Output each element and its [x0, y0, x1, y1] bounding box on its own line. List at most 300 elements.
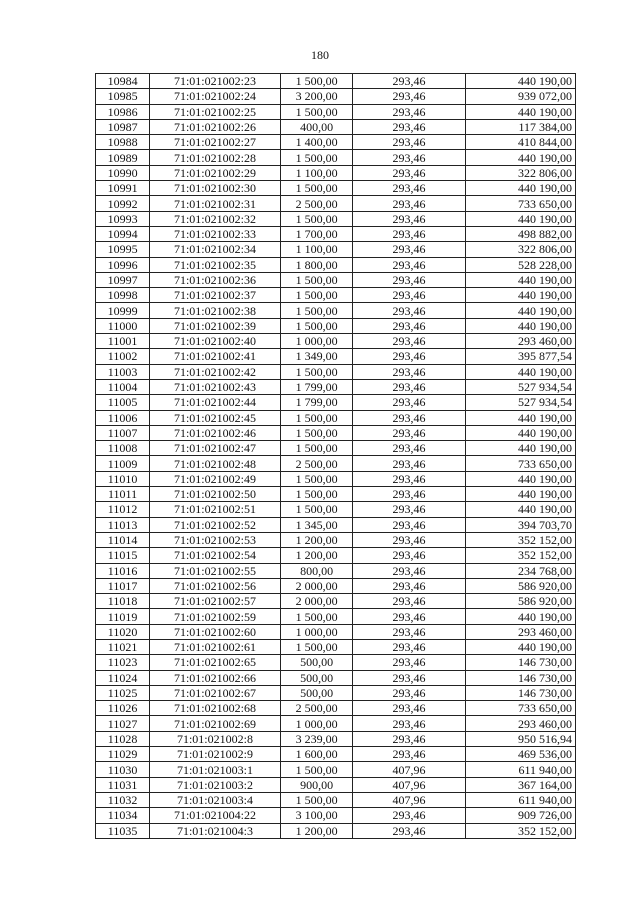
rate-value: 293,46: [353, 731, 465, 746]
area-value: 1 500,00: [280, 364, 353, 379]
row-number: 10995: [96, 242, 150, 257]
rate-value: 293,46: [353, 716, 465, 731]
rate-value: 293,46: [353, 257, 465, 272]
rate-value: 293,46: [353, 303, 465, 318]
cost-value: 394 703,70: [465, 517, 575, 532]
cost-value: 440 190,00: [465, 318, 575, 333]
cost-value: 498 882,00: [465, 226, 575, 241]
row-number: 11023: [96, 655, 150, 670]
table-row: [96, 823, 576, 838]
rate-value: 293,46: [353, 181, 465, 196]
cadastral-number: 71:01:021002:29: [150, 165, 281, 180]
row-number: 11007: [96, 425, 150, 440]
cost-value: 733 650,00: [465, 701, 575, 716]
rate-value: 293,46: [353, 578, 465, 593]
table-row: [96, 135, 576, 150]
table-row: [96, 165, 576, 180]
table-row: [96, 303, 576, 318]
table-row: [96, 318, 576, 333]
cadastral-number: 71:01:021002:34: [150, 242, 281, 257]
cost-value: 586 920,00: [465, 594, 575, 609]
rate-value: 293,46: [353, 441, 465, 456]
area-value: 3 200,00: [280, 89, 353, 104]
row-number: 10998: [96, 288, 150, 303]
area-value: 1 500,00: [280, 272, 353, 287]
cadastral-number: 71:01:021002:47: [150, 441, 281, 456]
table-row: [96, 762, 576, 777]
table-row: [96, 578, 576, 593]
area-value: 500,00: [280, 685, 353, 700]
area-value: 1 100,00: [280, 242, 353, 257]
rate-value: 293,46: [353, 655, 465, 670]
area-value: 1 000,00: [280, 716, 353, 731]
table-row: [96, 272, 576, 287]
row-number: 11025: [96, 685, 150, 700]
row-number: 10985: [96, 89, 150, 104]
cadastral-number: 71:01:021002:52: [150, 517, 281, 532]
cadastral-number: 71:01:021002:31: [150, 196, 281, 211]
cadastral-number: 71:01:021002:33: [150, 226, 281, 241]
table-row: [96, 226, 576, 241]
area-value: 1 500,00: [280, 150, 353, 165]
area-value: 3 239,00: [280, 731, 353, 746]
area-value: 900,00: [280, 777, 353, 792]
cost-value: 440 190,00: [465, 364, 575, 379]
row-number: 11018: [96, 594, 150, 609]
table-row: [96, 502, 576, 517]
table-row: [96, 211, 576, 226]
row-number: 10990: [96, 165, 150, 180]
rate-value: 407,96: [353, 762, 465, 777]
cost-value: 440 190,00: [465, 74, 575, 89]
rate-value: 293,46: [353, 532, 465, 547]
table-row: [96, 517, 576, 532]
cost-value: 234 768,00: [465, 563, 575, 578]
area-value: 1 500,00: [280, 410, 353, 425]
cost-value: 909 726,00: [465, 808, 575, 823]
rate-value: 293,46: [353, 624, 465, 639]
rate-value: 293,46: [353, 74, 465, 89]
rate-value: 293,46: [353, 334, 465, 349]
land-plot-table: [95, 73, 576, 839]
area-value: 1 500,00: [280, 104, 353, 119]
cost-value: 440 190,00: [465, 639, 575, 654]
area-value: 500,00: [280, 655, 353, 670]
area-value: 1 200,00: [280, 823, 353, 838]
area-value: 500,00: [280, 670, 353, 685]
cadastral-number: 71:01:021003:1: [150, 762, 281, 777]
area-value: 1 000,00: [280, 334, 353, 349]
cadastral-number: 71:01:021002:42: [150, 364, 281, 379]
cost-value: 395 877,54: [465, 349, 575, 364]
row-number: 11009: [96, 456, 150, 471]
area-value: 1 600,00: [280, 747, 353, 762]
row-number: 10994: [96, 226, 150, 241]
rate-value: 293,46: [353, 318, 465, 333]
table-row: [96, 150, 576, 165]
area-value: 1 500,00: [280, 487, 353, 502]
rate-value: 293,46: [353, 639, 465, 654]
row-number: 10984: [96, 74, 150, 89]
row-number: 10991: [96, 181, 150, 196]
area-value: 1 349,00: [280, 349, 353, 364]
cost-value: 939 072,00: [465, 89, 575, 104]
cadastral-number: 71:01:021002:50: [150, 487, 281, 502]
row-number: 11021: [96, 639, 150, 654]
cadastral-number: 71:01:021002:37: [150, 288, 281, 303]
cadastral-number: 71:01:021003:2: [150, 777, 281, 792]
table-row: [96, 747, 576, 762]
cost-value: 440 190,00: [465, 609, 575, 624]
table-row: [96, 487, 576, 502]
table-row: [96, 425, 576, 440]
table-row: [96, 731, 576, 746]
cadastral-number: 71:01:021002:66: [150, 670, 281, 685]
rate-value: 293,46: [353, 410, 465, 425]
cost-value: 611 940,00: [465, 762, 575, 777]
area-value: 1 000,00: [280, 624, 353, 639]
table-row: [96, 181, 576, 196]
rate-value: 293,46: [353, 594, 465, 609]
cadastral-number: 71:01:021004:3: [150, 823, 281, 838]
rate-value: 293,46: [353, 425, 465, 440]
rate-value: 293,46: [353, 89, 465, 104]
cost-value: 117 384,00: [465, 119, 575, 134]
area-value: 800,00: [280, 563, 353, 578]
row-number: 10987: [96, 119, 150, 134]
rate-value: 293,46: [353, 135, 465, 150]
cost-value: 322 806,00: [465, 165, 575, 180]
rate-value: 293,46: [353, 196, 465, 211]
area-value: 1 500,00: [280, 762, 353, 777]
cadastral-number: 71:01:021002:53: [150, 532, 281, 547]
row-number: 11019: [96, 609, 150, 624]
table-row: [96, 364, 576, 379]
area-value: 2 500,00: [280, 701, 353, 716]
rate-value: 293,46: [353, 395, 465, 410]
rate-value: 293,46: [353, 670, 465, 685]
cadastral-number: 71:01:021004:22: [150, 808, 281, 823]
area-value: 1 799,00: [280, 379, 353, 394]
cost-value: 440 190,00: [465, 425, 575, 440]
cost-value: 950 516,94: [465, 731, 575, 746]
area-value: 1 800,00: [280, 257, 353, 272]
table-row: [96, 548, 576, 563]
area-value: 2 500,00: [280, 456, 353, 471]
row-number: 10986: [96, 104, 150, 119]
cost-value: 527 934,54: [465, 395, 575, 410]
rate-value: 293,46: [353, 609, 465, 624]
cadastral-number: 71:01:021002:9: [150, 747, 281, 762]
rate-value: 293,46: [353, 487, 465, 502]
rate-value: 293,46: [353, 517, 465, 532]
cost-value: 469 536,00: [465, 747, 575, 762]
row-number: 11020: [96, 624, 150, 639]
cost-value: 352 152,00: [465, 532, 575, 547]
table-row: [96, 89, 576, 104]
cost-value: 293 460,00: [465, 716, 575, 731]
cadastral-number: 71:01:021003:4: [150, 792, 281, 807]
cadastral-number: 71:01:021002:65: [150, 655, 281, 670]
row-number: 11000: [96, 318, 150, 333]
cadastral-number: 71:01:021002:55: [150, 563, 281, 578]
cadastral-number: 71:01:021002:24: [150, 89, 281, 104]
cost-value: 527 934,54: [465, 379, 575, 394]
cadastral-number: 71:01:021002:35: [150, 257, 281, 272]
cadastral-number: 71:01:021002:25: [150, 104, 281, 119]
row-number: 11002: [96, 349, 150, 364]
rate-value: 293,46: [353, 502, 465, 517]
cadastral-number: 71:01:021002:57: [150, 594, 281, 609]
cost-value: 146 730,00: [465, 670, 575, 685]
cadastral-number: 71:01:021002:45: [150, 410, 281, 425]
cost-value: 440 190,00: [465, 272, 575, 287]
table-row: [96, 257, 576, 272]
area-value: 1 200,00: [280, 532, 353, 547]
cadastral-number: 71:01:021002:41: [150, 349, 281, 364]
area-value: 1 500,00: [280, 318, 353, 333]
area-value: 1 500,00: [280, 181, 353, 196]
cadastral-number: 71:01:021002:44: [150, 395, 281, 410]
table-row: [96, 655, 576, 670]
cost-value: 528 228,00: [465, 257, 575, 272]
cost-value: 440 190,00: [465, 441, 575, 456]
table-row: [96, 716, 576, 731]
rate-value: 293,46: [353, 808, 465, 823]
row-number: 11029: [96, 747, 150, 762]
area-value: 1 500,00: [280, 792, 353, 807]
rate-value: 293,46: [353, 364, 465, 379]
cost-value: 410 844,00: [465, 135, 575, 150]
row-number: 11026: [96, 701, 150, 716]
area-value: 2 000,00: [280, 594, 353, 609]
area-value: 1 500,00: [280, 639, 353, 654]
rate-value: 293,46: [353, 747, 465, 762]
cadastral-number: 71:01:021002:68: [150, 701, 281, 716]
cadastral-number: 71:01:021002:43: [150, 379, 281, 394]
rate-value: 293,46: [353, 104, 465, 119]
row-number: 10992: [96, 196, 150, 211]
rate-value: 293,46: [353, 288, 465, 303]
table-row: [96, 609, 576, 624]
cost-value: 440 190,00: [465, 487, 575, 502]
area-value: 1 200,00: [280, 548, 353, 563]
row-number: 11032: [96, 792, 150, 807]
cadastral-number: 71:01:021002:40: [150, 334, 281, 349]
cadastral-number: 71:01:021002:38: [150, 303, 281, 318]
cost-value: 146 730,00: [465, 685, 575, 700]
rate-value: 407,96: [353, 777, 465, 792]
area-value: 1 500,00: [280, 471, 353, 486]
row-number: 11006: [96, 410, 150, 425]
cost-value: 322 806,00: [465, 242, 575, 257]
table-row: [96, 410, 576, 425]
cost-value: 440 190,00: [465, 150, 575, 165]
row-number: 11010: [96, 471, 150, 486]
rate-value: 293,46: [353, 165, 465, 180]
table-row: [96, 685, 576, 700]
cost-value: 293 460,00: [465, 334, 575, 349]
cost-value: 440 190,00: [465, 471, 575, 486]
table-row: [96, 196, 576, 211]
row-number: 11017: [96, 578, 150, 593]
table-row: [96, 379, 576, 394]
cost-value: 440 190,00: [465, 211, 575, 226]
cadastral-number: 71:01:021002:67: [150, 685, 281, 700]
rate-value: 407,96: [353, 792, 465, 807]
cadastral-number: 71:01:021002:69: [150, 716, 281, 731]
cadastral-number: 71:01:021002:49: [150, 471, 281, 486]
cost-value: 733 650,00: [465, 196, 575, 211]
row-number: 11003: [96, 364, 150, 379]
row-number: 11014: [96, 532, 150, 547]
cadastral-number: 71:01:021002:27: [150, 135, 281, 150]
table-row: [96, 471, 576, 486]
rate-value: 293,46: [353, 685, 465, 700]
area-value: 1 500,00: [280, 288, 353, 303]
area-value: 1 345,00: [280, 517, 353, 532]
area-value: 1 799,00: [280, 395, 353, 410]
row-number: 10989: [96, 150, 150, 165]
cadastral-number: 71:01:021002:28: [150, 150, 281, 165]
cadastral-number: 71:01:021002:39: [150, 318, 281, 333]
cost-value: 367 164,00: [465, 777, 575, 792]
cadastral-number: 71:01:021002:8: [150, 731, 281, 746]
table-row: [96, 441, 576, 456]
cost-value: 440 190,00: [465, 410, 575, 425]
area-value: 3 100,00: [280, 808, 353, 823]
row-number: 11013: [96, 517, 150, 532]
table-row: [96, 349, 576, 364]
table-row: [96, 670, 576, 685]
cost-value: 611 940,00: [465, 792, 575, 807]
row-number: 10999: [96, 303, 150, 318]
rate-value: 293,46: [353, 563, 465, 578]
cadastral-number: 71:01:021002:48: [150, 456, 281, 471]
table-row: [96, 334, 576, 349]
row-number: 11028: [96, 731, 150, 746]
rate-value: 293,46: [353, 226, 465, 241]
row-number: 11030: [96, 762, 150, 777]
cost-value: 440 190,00: [465, 104, 575, 119]
area-value: 1 500,00: [280, 425, 353, 440]
table-row: [96, 104, 576, 119]
row-number: 11005: [96, 395, 150, 410]
area-value: 1 500,00: [280, 211, 353, 226]
cadastral-number: 71:01:021002:23: [150, 74, 281, 89]
area-value: 1 500,00: [280, 303, 353, 318]
row-number: 10993: [96, 211, 150, 226]
row-number: 10988: [96, 135, 150, 150]
cadastral-number: 71:01:021002:61: [150, 639, 281, 654]
cost-value: 352 152,00: [465, 823, 575, 838]
table-body: [96, 74, 576, 839]
table-row: [96, 624, 576, 639]
row-number: 11035: [96, 823, 150, 838]
cost-value: 733 650,00: [465, 456, 575, 471]
rate-value: 293,46: [353, 548, 465, 563]
area-value: 2 500,00: [280, 196, 353, 211]
rate-value: 293,46: [353, 150, 465, 165]
rate-value: 293,46: [353, 823, 465, 838]
area-value: 2 000,00: [280, 578, 353, 593]
rate-value: 293,46: [353, 242, 465, 257]
rate-value: 293,46: [353, 456, 465, 471]
area-value: 1 500,00: [280, 441, 353, 456]
rate-value: 293,46: [353, 471, 465, 486]
cadastral-number: 71:01:021002:26: [150, 119, 281, 134]
row-number: 10996: [96, 257, 150, 272]
rate-value: 293,46: [353, 701, 465, 716]
area-value: 1 500,00: [280, 74, 353, 89]
area-value: 1 700,00: [280, 226, 353, 241]
rate-value: 293,46: [353, 349, 465, 364]
cadastral-number: 71:01:021002:46: [150, 425, 281, 440]
row-number: 11015: [96, 548, 150, 563]
table-row: [96, 456, 576, 471]
table-row: [96, 242, 576, 257]
row-number: 11004: [96, 379, 150, 394]
cost-value: 440 190,00: [465, 502, 575, 517]
cost-value: 146 730,00: [465, 655, 575, 670]
cost-value: 586 920,00: [465, 578, 575, 593]
cadastral-number: 71:01:021002:60: [150, 624, 281, 639]
table-row: [96, 594, 576, 609]
rate-value: 293,46: [353, 272, 465, 287]
table-row: [96, 288, 576, 303]
rate-value: 293,46: [353, 379, 465, 394]
row-number: 11024: [96, 670, 150, 685]
cadastral-number: 71:01:021002:56: [150, 578, 281, 593]
table-row: [96, 74, 576, 89]
cadastral-number: 71:01:021002:54: [150, 548, 281, 563]
area-value: 1 500,00: [280, 502, 353, 517]
area-value: 1 500,00: [280, 609, 353, 624]
cost-value: 293 460,00: [465, 624, 575, 639]
cadastral-number: 71:01:021002:51: [150, 502, 281, 517]
table-row: [96, 777, 576, 792]
row-number: 11027: [96, 716, 150, 731]
cadastral-number: 71:01:021002:36: [150, 272, 281, 287]
cadastral-number: 71:01:021002:30: [150, 181, 281, 196]
cost-value: 352 152,00: [465, 548, 575, 563]
rate-value: 293,46: [353, 211, 465, 226]
cadastral-number: 71:01:021002:32: [150, 211, 281, 226]
row-number: 10997: [96, 272, 150, 287]
row-number: 11011: [96, 487, 150, 502]
table-row: [96, 395, 576, 410]
rate-value: 293,46: [353, 119, 465, 134]
table-row: [96, 563, 576, 578]
area-value: 1 100,00: [280, 165, 353, 180]
cost-value: 440 190,00: [465, 288, 575, 303]
row-number: 11008: [96, 441, 150, 456]
table-row: [96, 792, 576, 807]
table-row: [96, 639, 576, 654]
table-row: [96, 532, 576, 547]
cadastral-number: 71:01:021002:59: [150, 609, 281, 624]
table-row: [96, 701, 576, 716]
cost-value: 440 190,00: [465, 303, 575, 318]
table-row: [96, 119, 576, 134]
area-value: 1 400,00: [280, 135, 353, 150]
row-number: 11001: [96, 334, 150, 349]
area-value: 400,00: [280, 119, 353, 134]
page-number: 180: [311, 48, 329, 62]
cost-value: 440 190,00: [465, 181, 575, 196]
row-number: 11012: [96, 502, 150, 517]
table-row: [96, 808, 576, 823]
